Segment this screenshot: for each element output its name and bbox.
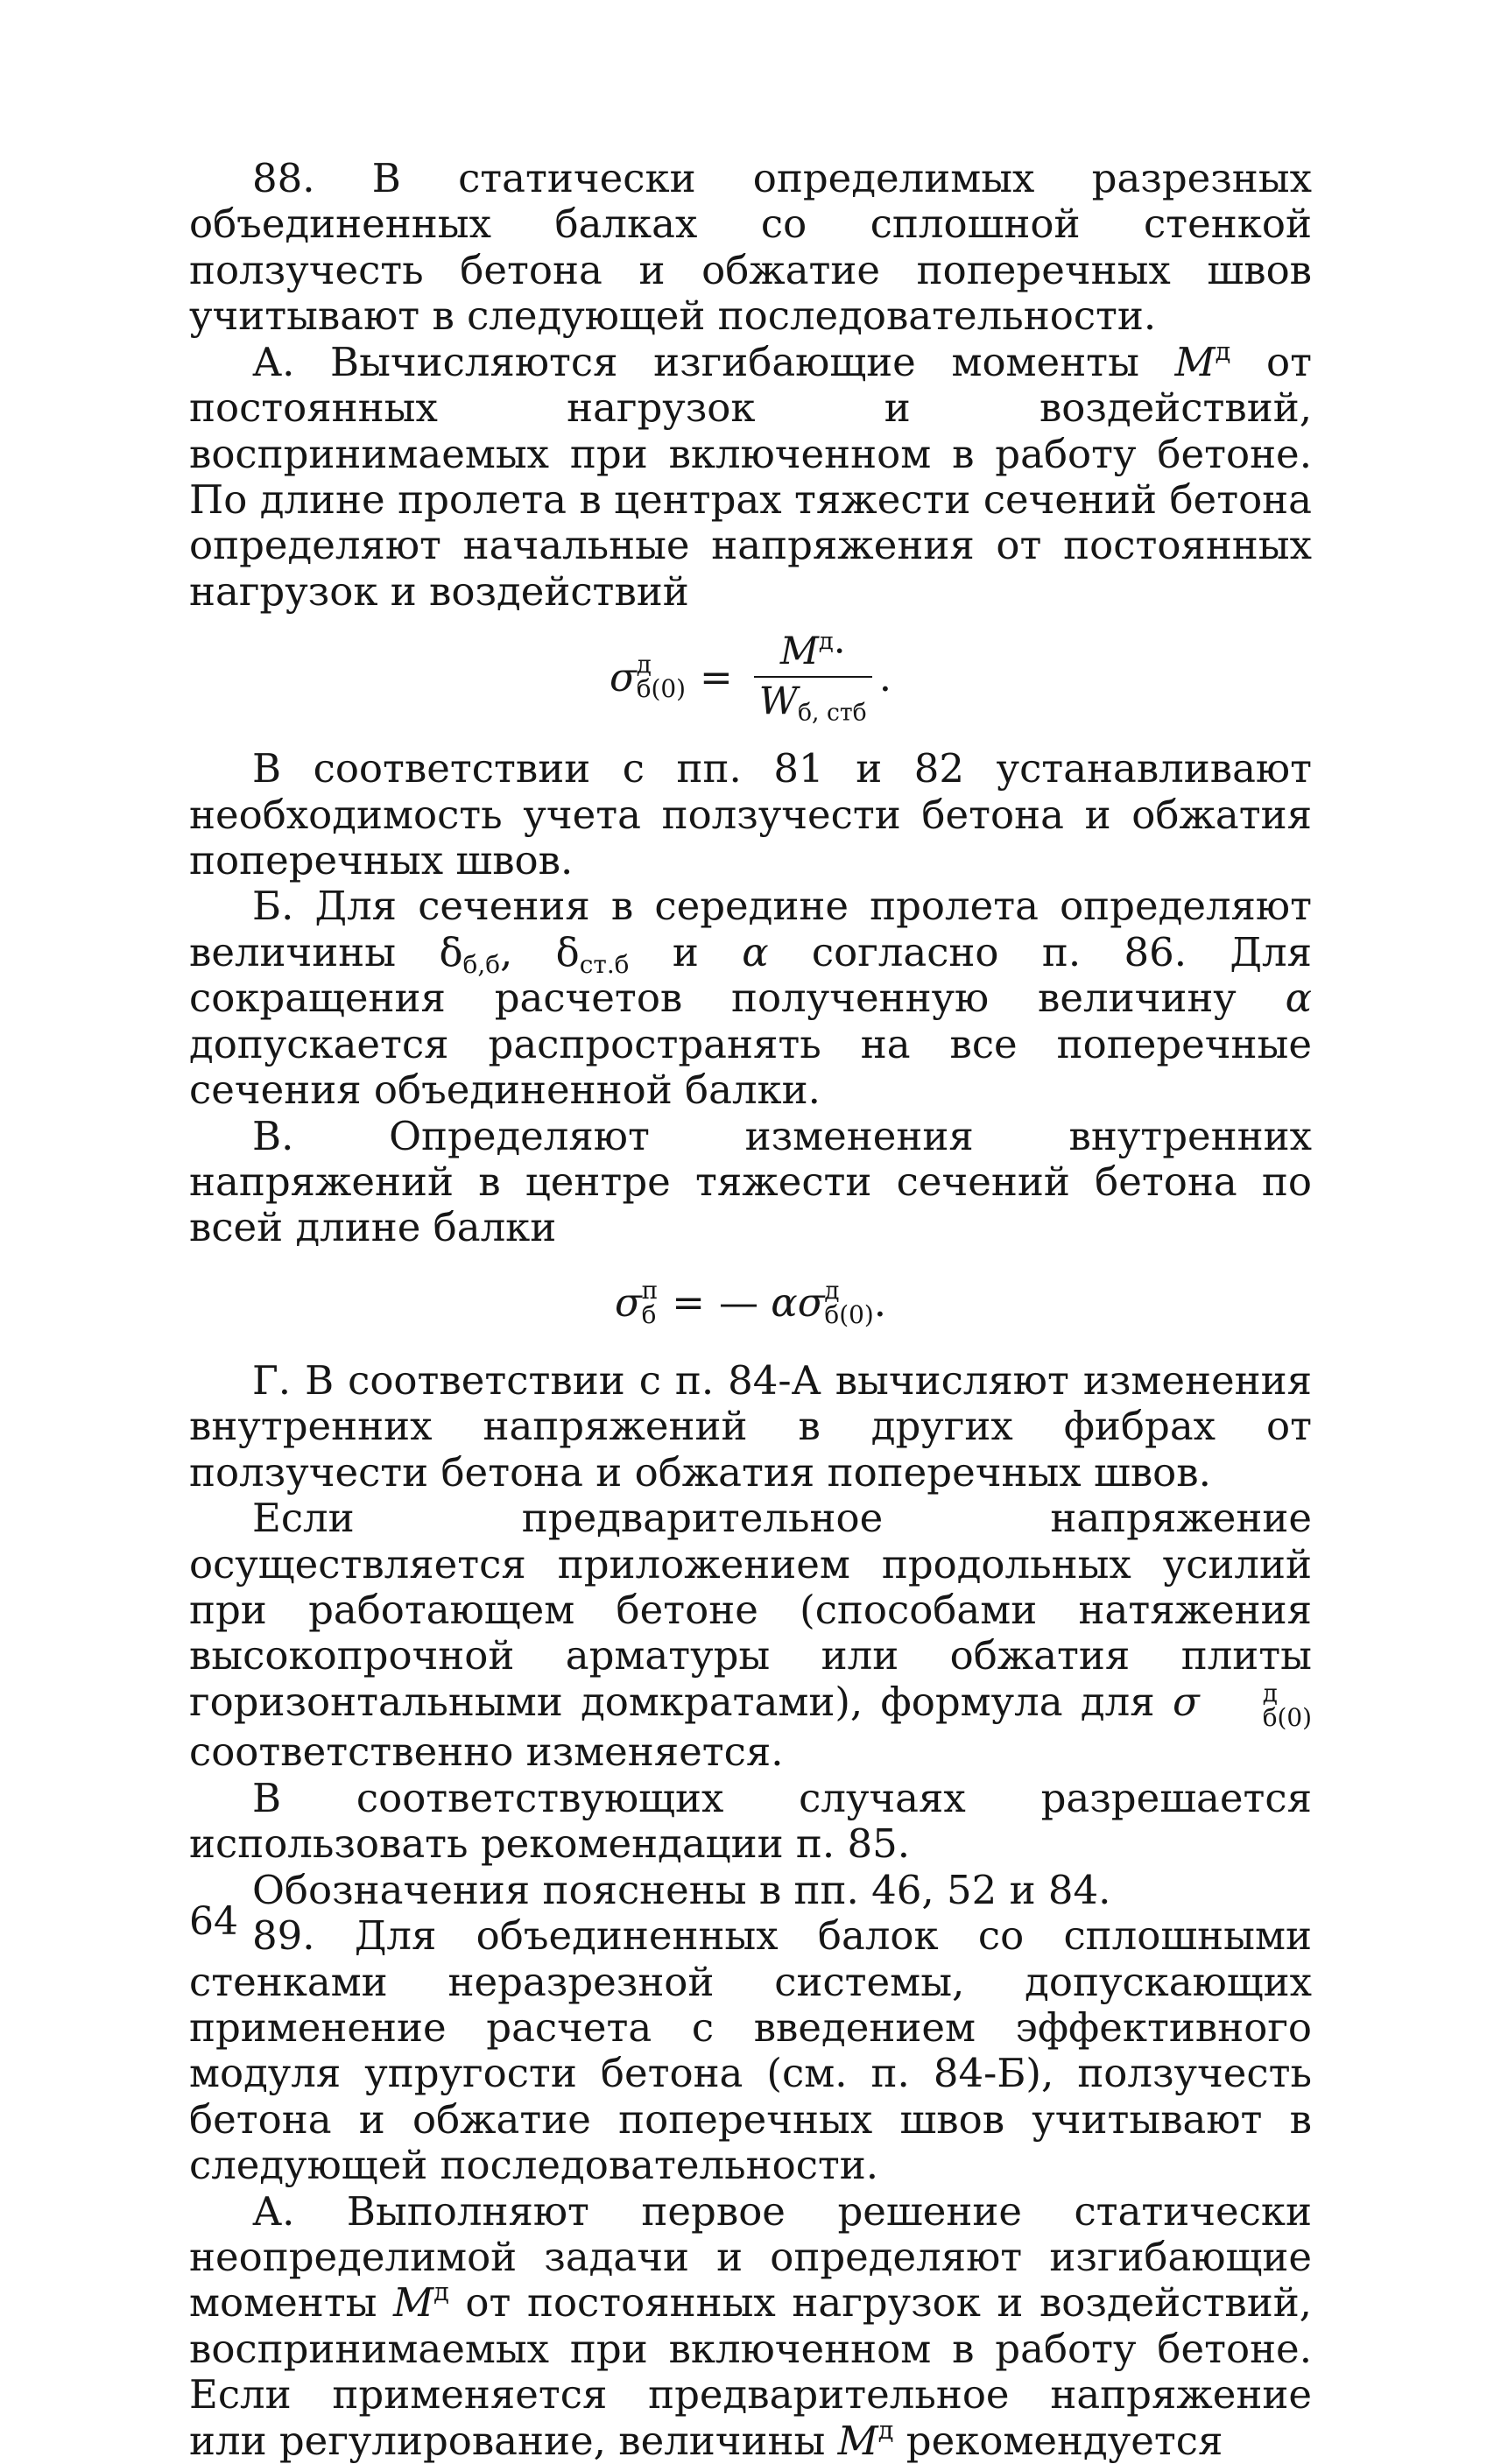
paragraph-88-a-text-2: от постоянных нагрузок и воздействий, воспринимаемых при включенном в работу бетоне. По длине пролета в центрах тяжести сечений бетона определяют начальные напряжения от постоянных нагрузок и воздействий: [189, 338, 1312, 615]
delta-bb-subscript: б,б: [462, 949, 500, 979]
moment-letter-3: M: [837, 2417, 878, 2464]
paragraph-recommendations-text: В соответствующих случаях разрешается использовать рекомендации п. 85.: [189, 1774, 1312, 1868]
paragraph-88-b-text-3: согласно п. 86. Для сокращения расчетов полученную величину: [189, 928, 1312, 1022]
paragraph-88-text: 88. В статически определимых разрезных объединенных балках со сплошной стенкой ползучесть бетона и обжатие поперечных швов учитывают в следующей последовательности.: [189, 155, 1312, 340]
paragraph-88-g: [189, 1358, 1312, 1496]
paragraph-88-b: [189, 884, 1312, 1113]
eq2-rhs-superscript: д: [824, 1275, 840, 1305]
delta-bb-symbol: [439, 928, 500, 979]
paragraph-88-g-text: Г. В соответствии с п. 84-А вычисляют изменения внутренних напряжений в других фибрах от ползучести бетона и обжатия поперечных швов.: [189, 1356, 1312, 1496]
eq1-period: .: [878, 653, 891, 700]
moment-symbol: [1174, 335, 1231, 385]
paragraph-89-a: [189, 2189, 1312, 2464]
eq2-equals-sign: =: [672, 1279, 705, 1327]
alpha-symbol-2: α: [1285, 975, 1312, 1022]
paragraph-88-v: [189, 1114, 1312, 1251]
inline-sigma-subscript: б(0): [1262, 1702, 1312, 1732]
moment-superscript-3: д: [877, 2414, 894, 2445]
eq2-lhs-superscript: п: [641, 1275, 659, 1305]
eq2-period: .: [873, 1279, 887, 1327]
eq2-rhs-sigma: σ: [797, 1279, 825, 1327]
paragraph-88-v-text: В. Определяют изменения внутренних напряжений в центре тяжести сечений бетона по всей длине балки: [189, 1112, 1312, 1251]
delta-stb-symbol: [555, 928, 630, 979]
paragraph-prestress-text-1: Если предварительное напряжение осуществляется приложением продольных усилий при работающем бетоне (способами натяжения высокопрочной арматуры или обжатия плиты горизонтальными домкратами), формула для: [189, 1495, 1312, 1725]
eq1-denominator-letter: W: [758, 679, 798, 724]
equation-initial-stress: [189, 625, 1312, 729]
paragraph-recommendations: [189, 1776, 1312, 1868]
paragraph-89: [189, 1913, 1312, 2189]
paragraph-88-b-text-1: Б. Для сечения в середине пролета определяют величины: [189, 883, 1312, 975]
paragraph-88-a-text-1: А. Вычисляются изгибающие моменты: [252, 338, 1175, 385]
paragraph-prestress-text-2: соответственно изменяется.: [189, 1728, 784, 1776]
moment-symbol-2: [393, 2279, 449, 2326]
paragraph-88-b-text-2: и: [629, 928, 743, 975]
paragraph-notation: [189, 1868, 1312, 1913]
eq1-lhs-superscript: д: [636, 650, 652, 679]
eq1-numerator: [775, 627, 851, 676]
page-number: 64: [189, 1899, 238, 1944]
inline-sigma-superscript: д: [1262, 1678, 1278, 1707]
equation-stress-change: [189, 1257, 1312, 1349]
paragraph-89-a-text-2: от постоянных нагрузок и воздействий, воспринимаемых при включенном в работу бетоне. Если применяется предварительное напряжение или регулирование, величины: [189, 2279, 1312, 2464]
eq1-numerator-superscript: д: [818, 627, 834, 656]
paragraph-89-a-text-1: А. Выполняют первое решение статически неопределимой задачи и определяют изгибающие моменты: [189, 2187, 1312, 2327]
eq1-fraction: [754, 627, 872, 727]
delta-stb-subscript: ст.б: [579, 949, 630, 979]
inline-sigma-indices: [1200, 1678, 1312, 1732]
eq1-denominator: [754, 678, 872, 727]
moment-letter-2: M: [393, 2279, 434, 2327]
eq2-rhs-indices: [824, 1275, 874, 1329]
eq1-lhs-sigma: σ: [610, 653, 637, 700]
paragraph-89-a-text-3: рекомендуется: [893, 2417, 1223, 2464]
eq1-lhs-indices: [636, 650, 687, 704]
eq1-equals-sign: =: [700, 653, 733, 700]
paragraph-89-text: 89. Для объединенных балок со сплошными стенками неразрезной системы, допускающих применение расчета с введением эффективного модуля упругости бетона (см. п. 84-Б), ползучесть бетона и обжатие поперечных швов учитывают в следующей последовательности.: [189, 1912, 1312, 2189]
inline-sigma-symbol: σ: [1172, 1678, 1200, 1725]
paragraph-notation-text: Обозначения пояснены в пп. 46, 52 и 84.: [252, 1866, 1111, 1913]
eq2-minus-sign: —: [718, 1279, 758, 1327]
eq1-numerator-letter: M: [779, 630, 819, 674]
eq1-denominator-subscript: б, стб: [797, 699, 867, 727]
eq2-lhs-subscript: б: [641, 1299, 657, 1329]
eq2-alpha: α: [771, 1279, 798, 1327]
eq1-lhs-subscript: б(0): [636, 674, 687, 704]
alpha-symbol-1: α: [742, 928, 769, 975]
eq1-numerator-dot: ·: [833, 630, 846, 674]
symbol-separator-comma: ,: [500, 928, 513, 975]
paragraph-88: [189, 156, 1312, 340]
moment-symbol-3: [837, 2414, 894, 2464]
body-text: [189, 156, 1312, 2464]
moment-letter: M: [1174, 338, 1216, 385]
paragraph-88-a: [189, 335, 1312, 616]
eq2-rhs-subscript: б(0): [824, 1299, 874, 1329]
delta-bb-letter: δ: [439, 928, 463, 975]
moment-superscript-2: д: [433, 2277, 449, 2307]
paragraph-creep-check-text: В соответствии с пп. 81 и 82 устанавливают необходимость учета ползучести бетона и обжатия поперечных швов.: [189, 745, 1312, 884]
equation-stress-change-inner: [615, 1257, 886, 1349]
paragraph-prestress: [189, 1496, 1312, 1776]
paragraph-88-b-text-4: допускается распространять на все поперечные сечения объединенной балки.: [189, 1020, 1312, 1114]
paragraph-creep-check: [189, 746, 1312, 884]
eq2-lhs-sigma: σ: [614, 1279, 642, 1327]
delta-stb-letter: δ: [555, 928, 580, 975]
moment-superscript: д: [1215, 335, 1231, 366]
equation-initial-stress-inner: [610, 625, 891, 729]
eq2-lhs-indices: [641, 1275, 659, 1329]
